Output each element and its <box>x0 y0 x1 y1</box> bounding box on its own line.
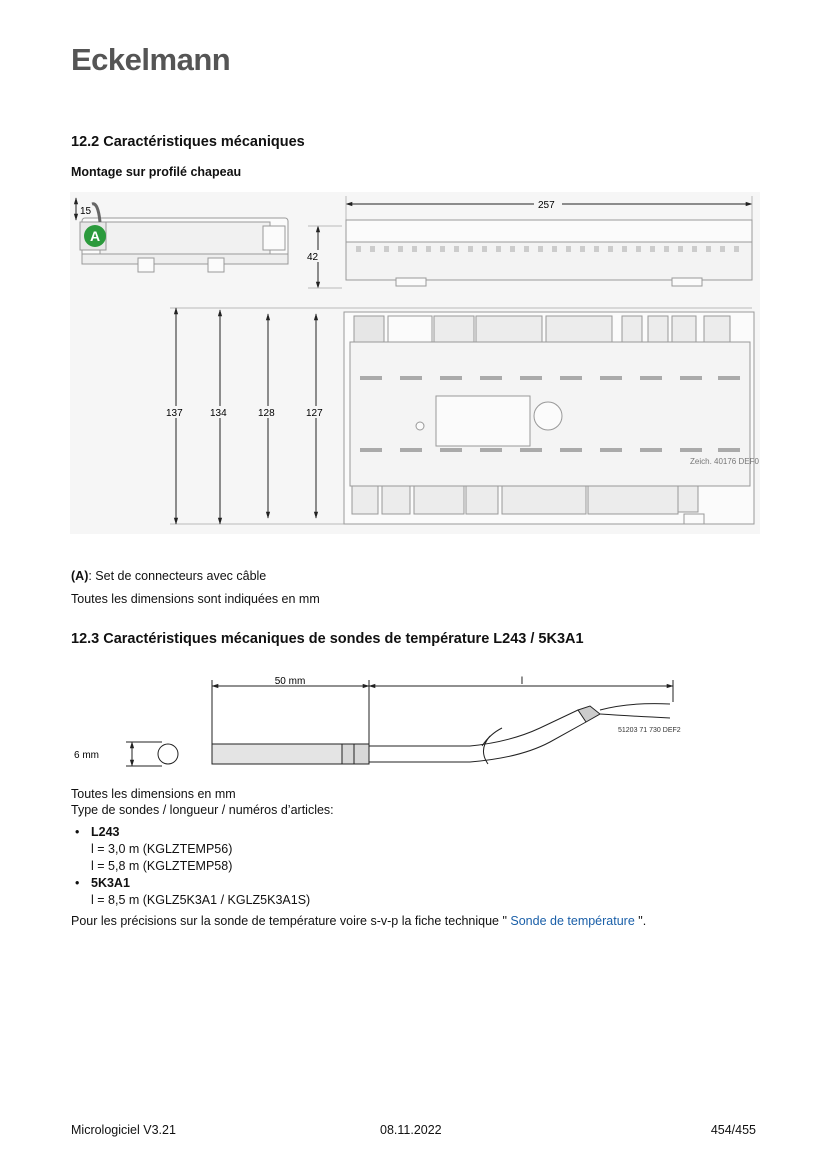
probe-part-code: 51203 71 730 DEF2 <box>618 727 681 734</box>
dim-50mm-label: 50 mm <box>274 676 306 687</box>
dim-42-label: 42 <box>307 252 319 263</box>
dim-15-label: 15 <box>80 206 92 217</box>
dim-128-label: 128 <box>258 408 275 419</box>
probe-type-list <box>75 824 310 909</box>
probe-types-intro: Type de sondes / longueur / numéros d’articles: <box>71 803 334 817</box>
dim-127-label: 127 <box>306 408 323 419</box>
probe-length-line: l = 8,5 m (KGLZ5K3A1 / KGLZ5K3A1S) <box>91 893 311 907</box>
drawing-part-code: Zeich. 40176 DEF0 <box>690 457 759 466</box>
connector-legend <box>71 568 266 585</box>
footer-firmware: Micrologiciel V3.21 <box>71 1123 176 1137</box>
section-12-3-heading: 12.3 Caractéristiques mécaniques de sondes de température L243 / 5K3A1 <box>71 631 584 647</box>
section-12-2-heading: 12.2 Caractéristiques mécaniques <box>71 134 305 150</box>
dim-134-label: 134 <box>210 408 227 419</box>
footer-page-number: 454/455 <box>710 1123 756 1137</box>
temperature-probe-drawing <box>70 672 690 784</box>
dim-257-label: 257 <box>538 200 555 211</box>
legend-marker: (A) <box>71 569 89 583</box>
din-rail-subheading: Montage sur profilé chapeau <box>71 165 242 179</box>
probe-length-line: l = 5,8 m (KGLZTEMP58) <box>91 859 233 873</box>
legend-text: : Set de connecteurs avec câble <box>88 569 267 583</box>
dim-6mm-label: 6 mm <box>74 750 99 761</box>
probe-length-line: l = 3,0 m (KGLZTEMP56) <box>91 842 233 856</box>
probe-dimensions-note: Toutes les dimensions en mm <box>71 787 236 801</box>
reference-text: Pour les précisions sur la sonde de température voire s-v-p la fiche technique " <box>71 914 507 928</box>
controller-dimension-drawing <box>70 192 760 534</box>
probe-name: 5K3A1 <box>91 876 130 890</box>
footer-date: 08.11.2022 <box>380 1123 442 1137</box>
dim-137-label: 137 <box>166 408 183 419</box>
reference-suffix: ". <box>638 914 647 928</box>
marker-a-label: A <box>89 228 101 244</box>
eckelmann-logo: Eckelmann <box>71 42 231 77</box>
probe-name: L243 <box>91 825 120 839</box>
side-view <box>80 218 288 272</box>
dimensions-note: Toutes les dimensions sont indiquées en mm <box>71 592 320 606</box>
list-item <box>75 824 310 875</box>
sonde-temperature-link[interactable]: Sonde de température <box>506 914 639 928</box>
dim-length-label: l <box>520 676 524 687</box>
list-item <box>75 875 310 909</box>
datasheet-reference <box>71 913 646 930</box>
